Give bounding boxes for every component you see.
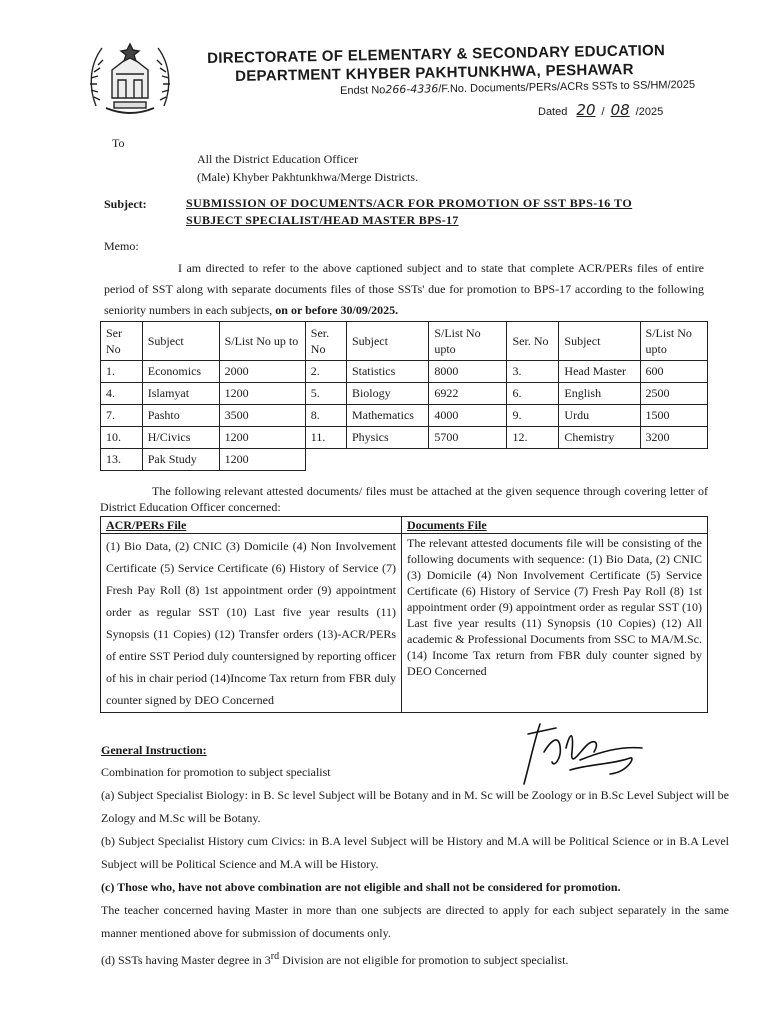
gi-item-d [101,945,729,972]
acr-file-header: ACR/PERs File [101,517,402,534]
subject-line-1: SUBMISSION OF DOCUMENTS/ACR FOR PROMOTION OF SST BPS-16 TO [186,196,633,210]
gi-item-d-pre: (d) SSTs having Master degree in 3 [101,953,271,967]
seniority-header-cell: Ser. No [507,322,559,361]
seniority-cell: Statistics [346,361,428,383]
seniority-header-cell: Ser No [101,322,143,361]
endst-number: 266-4336 [385,82,439,97]
seniority-table [100,321,708,471]
seniority-cell: 11. [305,427,346,449]
seniority-cell: 12. [507,427,559,449]
seniority-cell: English [559,383,640,405]
documents-table [100,516,708,713]
seniority-cell: 1500 [640,405,707,427]
seniority-cell: 4. [101,383,143,405]
gi-item-b: (b) Subject Specialist History cum Civics: in B.A level Subject will be History and M.A will be Political Science or in B.A Level Subject will be Political Science and M.A will be History. [101,834,729,871]
seniority-cell: 13. [101,449,143,471]
seniority-cell: 600 [640,361,707,383]
seniority-cell: 1. [101,361,143,383]
seniority-cell: 6922 [429,383,507,405]
body-paragraph-1 [104,258,704,321]
seniority-cell: Physics [346,427,428,449]
gi-item-d-sup: rd [270,951,280,962]
header-directorate-title: DIRECTORATE OF ELEMENTARY & SECONDARY EDUCATION [207,42,666,67]
documents-file-header: Documents File [402,517,708,534]
seniority-cell: 6. [507,383,559,405]
para1-text: I am directed to refer to the above captioned subject and to state that complete ACR/PERs files of entire period of SST along with separate documents files of those SSTs' due for promotion to BPS-17 according to the following seniority numbers in each subjects, [104,261,704,317]
seniority-cell: Islamyat [142,383,219,405]
seniority-row [101,405,708,427]
subject-label: Subject: [104,197,147,211]
seniority-cell: Chemistry [559,427,640,449]
addressee-line-2: (Male) Khyber Pakhtunkhwa/Merge Districts. [197,170,419,184]
seniority-cell: 8000 [429,361,507,383]
seniority-cell: Urdu [559,405,640,427]
seniority-header-cell: Subject [559,322,640,361]
para1-deadline: on or before 30/09/2025. [275,303,399,317]
seniority-cell: 5700 [429,427,507,449]
seniority-cell: Mathematics [346,405,428,427]
seniority-cell: 2. [305,361,346,383]
seniority-cell: 3200 [640,427,707,449]
seniority-cell: 1200 [219,449,305,471]
documents-file-contents: The relevant attested documents file will be consisting of the following documents with sequence: (1) Bio Data, (2) CNIC (3) Domicile (4) Non Involvement Certificate (5) Service Certificate (6) History of Service (7) Fresh Pay Roll (8) 1st appointment order (9) appointment order as regular SST (10) Last five year results (11) Synopsis (10 Copies) (12) All academic & Professional Documents from SSC to MA/M.Sc. (14) Income Tax return from FBR duly counter signed by DEO Concerned [402,534,708,713]
general-instruction-heading: General Instruction: [101,743,207,757]
seniority-header-cell: S/List No upto [429,322,507,361]
gi-intro: Combination for promotion to subject specialist [101,765,331,779]
seniority-header-row [101,322,708,361]
to-label: To [112,136,125,150]
gi-item-a: (a) Subject Specialist Biology: in B. Sc level Subject will be Botany and in M. Sc will be Zoology or in B.Sc Level Subject will be Zology and M.Sc will be Botany. [101,788,729,825]
seniority-cell: 2000 [219,361,305,383]
seniority-cell: 5. [305,383,346,405]
dated-label: Dated [538,106,568,118]
seniority-cell: 3. [507,361,559,383]
seniority-cell: Pak Study [142,449,219,471]
addressee-line-1: All the District Education Officer [197,152,359,166]
dated-month: 08 [610,101,630,119]
seniority-cell: 4000 [429,405,507,427]
seniority-cell: 7. [101,405,143,427]
seniority-row [101,427,708,449]
subject-line-2: SUBJECT SPECIALIST/HEAD MASTER BPS-17 [186,213,459,227]
seniority-row [101,383,708,405]
seniority-cell: Pashto [142,405,219,427]
header-department-title: DEPARTMENT KHYBER PAKHTUNKHWA, PESHAWAR [235,61,634,85]
seniority-header-cell: Subject [142,322,219,361]
seniority-cell: Economics [142,361,219,383]
seniority-header-cell: S/List No upto [640,322,707,361]
seniority-cell: 1200 [219,383,305,405]
seniority-cell: 3500 [219,405,305,427]
seniority-cell: Biology [346,383,428,405]
seniority-header-cell: S/List No up to [219,322,305,361]
government-emblem-logo [86,36,174,122]
endst-prefix: Endst No [340,84,386,97]
seniority-cell: Head Master [559,361,640,383]
endst-file-ref: /F.No. Documents/PERs/ACRs SSTs to SS/HM/2025 [438,78,696,96]
body-paragraph-2: The following relevant attested documents/ files must be attached at the given sequence through covering letter of District Education Officer concerned: [100,484,708,514]
seniority-header-cell: Ser. No [305,322,346,361]
seniority-cell: 8. [305,405,346,427]
seniority-header-cell: Subject [346,322,428,361]
memo-label: Memo: [104,239,139,253]
dated-day: 20 [576,101,596,119]
dated-line: Dated 20 / 08 /2025 [538,101,664,119]
acr-file-contents: (1) Bio Data, (2) CNIC (3) Domicile (4) Non Involvement Certificate (5) Service Certificate (6) History of Service (7) Fresh Pay Roll (8) 1st appointment order (9) appointment order as regular SST (10) Last five year results (11) Synopsis (11 Copies) (12) Transfer orders (13)-ACR/PERs of entire SST Period duly countersigned by reporting officer of his in chair period (14)Income Tax return from FBR duly counter signed by DEO Concerned [101,534,402,713]
seniority-row [101,449,708,471]
seniority-row [101,361,708,383]
seniority-empty-cell [305,449,707,471]
seniority-cell: 10. [101,427,143,449]
seniority-cell: 1200 [219,427,305,449]
gi-item-c: (c) Those who, have not above combination are not eligible and shall not be considered for promotion. [101,880,621,894]
seniority-cell: 9. [507,405,559,427]
general-instruction-body [101,761,729,972]
dated-year: /2025 [635,106,664,118]
seniority-cell: H/Civics [142,427,219,449]
gi-item-d-post: Division are not eligible for promotion to subject specialist. [279,953,569,967]
seniority-cell: 2500 [640,383,707,405]
gi-note: The teacher concerned having Master in more than one subjects are directed to apply for each subject separately in the same manner mentioned above for submission of documents only. [101,903,729,940]
